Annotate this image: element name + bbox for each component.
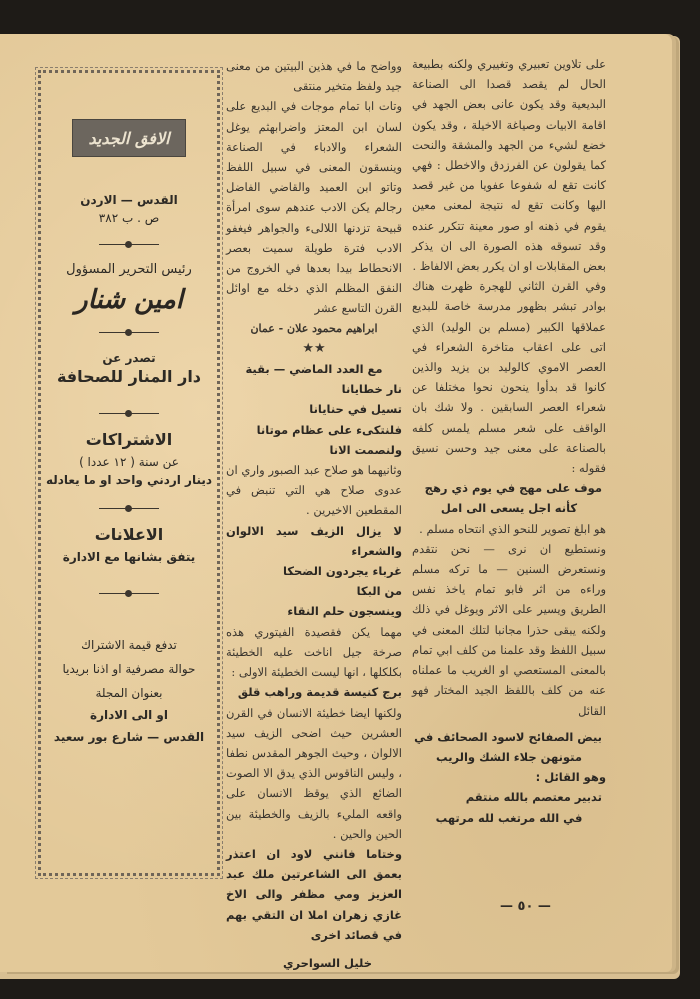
verse-line: بيض الصفائح لاسود الصحائف في [414,729,602,744]
paragraph: وتات ابا تمام موجات في البديع على لسان ابن المعتز واضرابهثم يوغل الشعراء والادباء في الصناعة وينسقون المعنى في سبيل اللفظ وتاتو ابن العميد والقاضي الفاضل رجالم يكن الادب عندهم سوى امرأة قبيحة تزدنها اللالىء والجواهر فيغفو الادب فترة طويلة سميت بعصر الانحطاط بيدا بعدها في الخروج من النفق المظلم الذي دخله مع اوائل القرن التاسع عشر [226,99,402,316]
magazine-page [0,34,672,972]
paragraph: ولكنها ايضا خطيئة الانسان في القرن العشرين حيث اضحى الزيف سيد الالوان ، وحيث الجوهر المقدس نطفا ، وليس الناقوس الذي يدق الا الصوت الضائع الذي يوقظ الانسان على واقعه المليء بالزيف والخطيئة بين الحين والحين . [226,705,402,841]
ads-note: يتفق بشانها مع الادارة [62,550,196,564]
divider [99,503,159,513]
payment-line: او الى الادارة [90,708,168,722]
subscriptions-title: الاشتراكات [85,430,173,449]
ads-title: الاعلانات [94,525,164,544]
paragraph: ونستطيع ان نرى — نحن نتقدم ونستعرض السنين — ما تركه مسلم وراءه من اثر فابو تمام ياخذ نفس الطريق ويسير على الاثر ويوغل في ذلك ولكنه يبقى حذرا مجانبا لتلك المعنى في سبيل اللفظ وقد علمنا من كلف ابي تمام بالمعنى المستعصي او الغريب ما عملناه عنه من كلف باللفظ الجيد المختار فهو القائل [412,541,606,718]
paragraph: وواضح ما في هذين البيتين من معنى جيد ولفظ متخير منتقى [226,59,402,94]
masthead-logo: الافق الجديد [72,119,186,157]
editor-label: رئيس التحرير المسؤول [66,262,192,277]
payment-line: تدفع قيمة الاشتراك [81,638,177,652]
masthead-info-box [38,70,220,876]
poem-line: فلنتكىء على عظام موتانا [256,422,402,437]
author-signature: ابراهيم محمود علان - عمان [250,321,378,335]
payment-line: حوالة مصرفية او اذنا بريديا [62,662,196,676]
poem-line: وينسجون حلم النقاء [287,604,402,619]
paragraph: مهما يكن فقصيدة الفيتوري هذه صرخة جيل اناخت عليه الخطيئة بكلكلها ، انها ليست الخطيئة الاولى : [226,624,402,680]
poem-line: لا يزال الزيف سيد الالوان والشعراء [226,523,402,558]
poem-line: نار خطايانا [341,382,402,397]
poem-line: برج كنيسة قديمة وراهب قلق [237,685,402,700]
continuation-title: مع العدد الماضي — بقية [245,362,383,377]
verse-line: تدبير معتصم بالله منتقم [465,790,602,805]
paragraph: وهو القائل : [535,770,606,785]
page-number: — ٥٠ — [500,899,551,914]
divider [99,239,159,249]
poem-line: ولنصمت الانا [329,442,402,457]
subscriptions-price: دينار اردني واحد او ما يعادله [45,473,213,487]
location: القدس — الاردن [80,193,178,207]
middle-column [226,56,402,973]
address: القدس — شارع بور سعيد [53,730,205,744]
editor-signature: امين شنار [75,285,183,315]
paragraph: على تلاوين تعبيري وتغييري ولكنه بطبيعة الحال لم يقصد قصدا الى الصناعة البديعية وقد يكون عانى بعض الجهد في اقامة الابيات وصياغة الاخيلة ، وقد يكون خضع لشيء من الجهد والمشقة والنحت كما يقولون عن الفرزدق والاخطل : فهي كانت تقع له شفوعا عفويا من غير قصد اليها وكانت تقع له نتيجة لمعنى معين يقوم في ذهنه او صور معينة تتكرر عنده وقد تسوقه هذه الصورة الى ان يذكر بعض المقابلات او ان يكرر بعض الالفاظ . [412,57,606,274]
payment-line: بعنوان المجلة [95,686,163,700]
divider [99,327,159,337]
poem-line: من البكا [356,584,402,599]
poem-line: تسيل في حنايانا [309,402,402,417]
verse-line: في الله مرتغب لله مرتهب [435,810,583,825]
divider [99,408,159,418]
section-separator: ★★ [302,340,326,356]
subscriptions-period: عن سنة ( ١٢ عددا ) [79,455,179,469]
paragraph: هو ابلغ تصوير للنحو الذي انتحاه مسلم . [419,521,606,536]
right-column [412,54,606,828]
paragraph: وفي القرن الثاني للهجرة ظهرت هناك بوادر تبشر بظهور مدرسة خاصة للبديع عملاقها الكبير (مسلم بن الوليد) الذي اتى على اعقاب متاخرة الشعراء في العصر الاموي كالوليد بن يزيد والذين كانوا قد بدأوا ينحون نحوا مختلفا عن شعراء العصر السابقين . ولا شك بان الواقف على شعر مسلم يلمس كلفه بالصناعة على معنى جيد وحسن نسيق فقوله : [412,279,606,476]
closing-paragraph: وختاما فانني لاود ان اعتذر بعمق الى الشاعرتين ملك عبد العزيز ومي مظفر والى الاخ غازي زهران املا ان التقي بهم في قصائد اخرى [226,846,402,942]
verse-line: متونهن جلاء الشك والريب [436,749,582,764]
poem-line: غرباء يجردون الضحكا [282,564,402,579]
paragraph: وثانيهما هو صلاح عبد الصبور واري ان عدوى صلاح هي التي تنبض في المقطعين الاخيرين . [226,463,402,518]
author-signature: خليل السواحري [282,955,372,970]
verse-line: موف على مهج في يوم ذي رهج [424,481,602,496]
published-by-label: تصدر عن [102,351,156,365]
publisher-name: دار المنار للصحافة [56,367,202,386]
divider [99,588,159,598]
verse-line: كأنه اجل يسعى الى امل [440,501,578,516]
po-box: ص . ب ٣٨٢ [98,211,160,225]
